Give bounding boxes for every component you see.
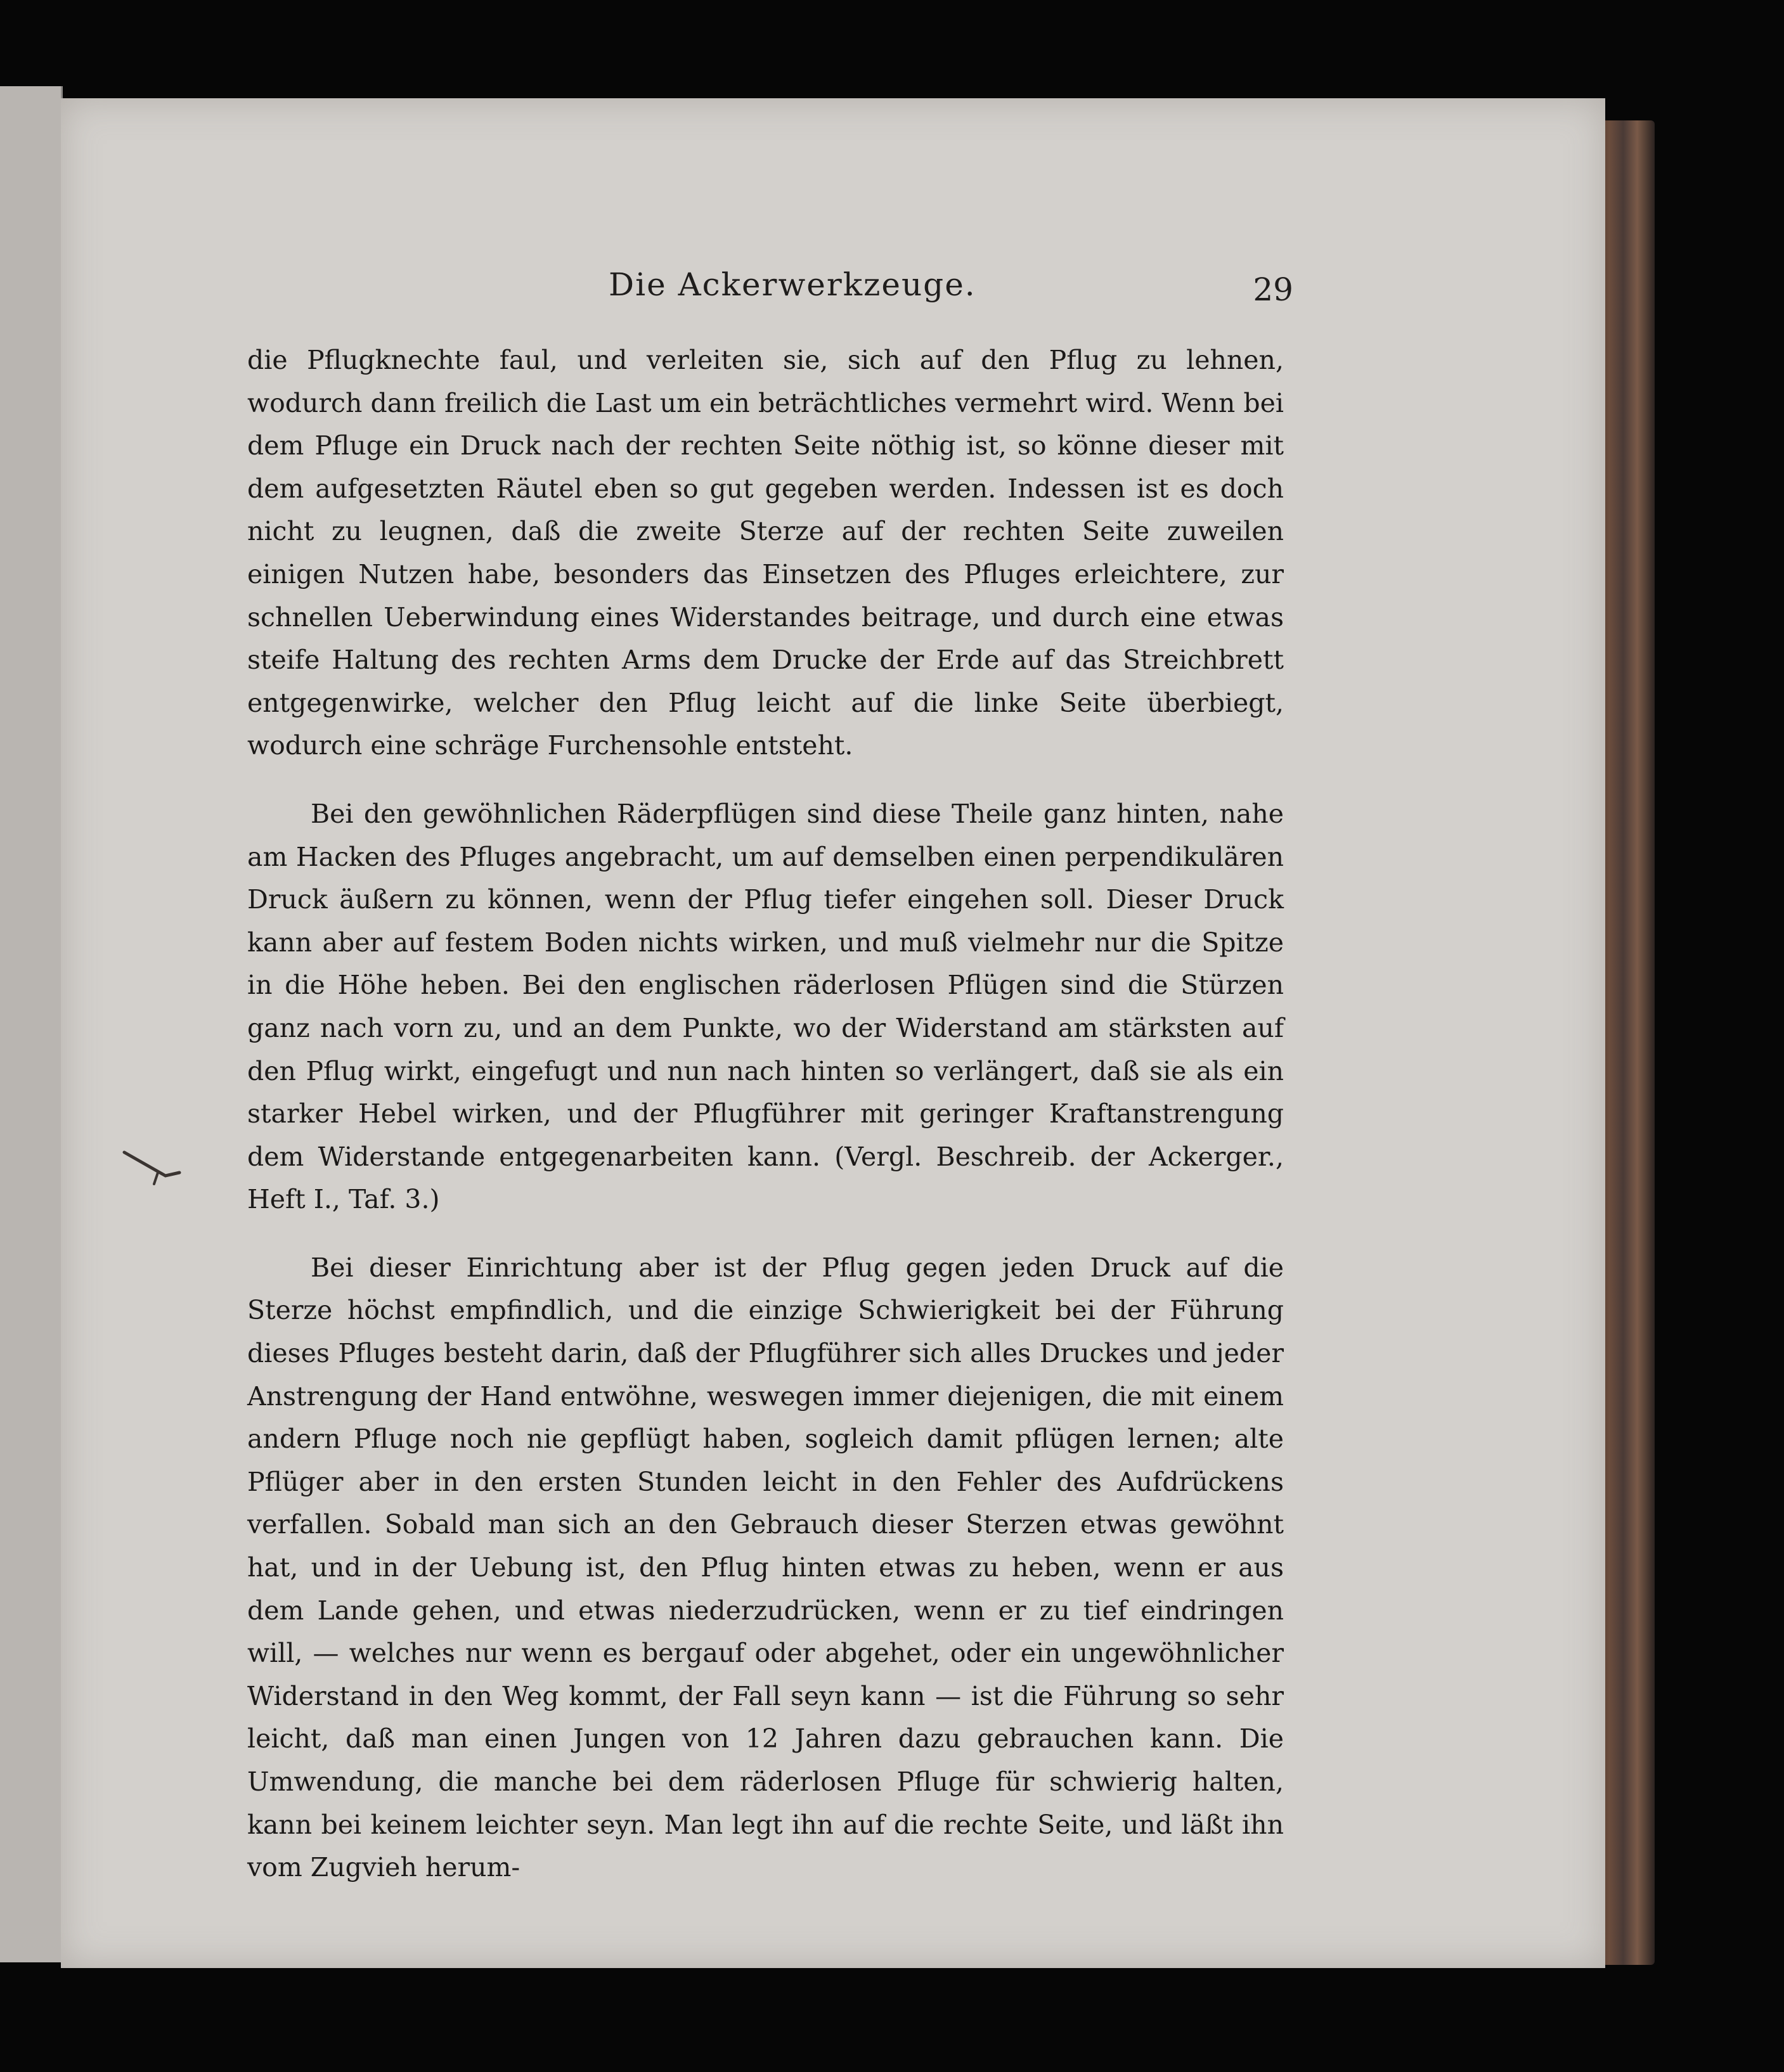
paragraph-1: die Pflugknechte faul, und verleiten sie, sich auf den Pflug zu lehnen, wodurch dann freilich die Last um ein beträchtliches vermehrt wird. Wenn bei dem Pfluge ein Druck nach der rechten Seite nöthig ist, so könne dieser mit dem aufgesetzten Räutel eben so gut gegeben werden. Indessen ist es doch nicht zu leugnen, daß die zweite Sterze auf der rechten Seite zuweilen einigen Nutzen habe, besonders das Einsetzen des Pfluges erleichtere, zur schnellen Ueberwindung eines Widerstandes beitrage, und durch eine etwas steife Haltung des rechten Arms dem Drucke der Erde auf das Streichbrett entgegenwirke, welcher den Pflug leicht auf die linke Seite überbiegt, wodurch eine schräge Furchensohle entsteht. [247,345,1284,761]
running-head: Die Ackerwerkzeuge. [609,266,976,303]
page-number: 29 [1253,271,1293,308]
pencil-mark-icon [121,1147,184,1185]
facing-page-edge [0,86,63,1962]
paragraph-2: Bei den gewöhnlichen Räderpflügen sind diese Theile ganz hinten, nahe am Hacken des Pfluges angebracht, um auf demselben einen perpendikulären Druck äußern zu können, wenn der Pflug tiefer eingehen soll. Dieser Druck kann aber auf festem Boden nichts wirken, und muß vielmehr nur die Spitze in die Höhe heben. Bei den englischen räderlosen Pflügen sind die Stürzen ganz nach vorn zu, und an dem Punkte, wo der Widerstand am stärksten auf den Pflug wirkt, eingefugt und nun nach hinten so verlängert, daß sie als ein starker Hebel wirken, und der Pflugführer mit geringer Kraftanstrengung dem Widerstande entgegenarbeiten kann. (Vergl. Beschreib. der Ackerger., Heft I., Taf. 3.) [247,798,1284,1215]
paragraph-3: Bei dieser Einrichtung aber ist der Pflug gegen jeden Druck auf die Sterze höchst empfindlich, und die einzige Schwierigkeit bei der Führung dieses Pfluges besteht darin, daß der Pflugführer sich alles Druckes und jeder Anstrengung der Hand entwöhne, weswegen immer diejenigen, die mit einem andern Pfluge noch nie gepflügt haben, sogleich damit pflügen lernen; alte Pflüger aber in den ersten Stunden leicht in den Fehler des Aufdrückens verfallen. Sobald man sich an den Gebrauch dieser Sterzen etwas gewöhnt hat, und in der Uebung ist, den Pflug hinten etwas zu heben, wenn er aus dem Lande gehen, und etwas niederzudrücken, wenn er zu tief eindringen will, — welches nur wenn es bergauf oder abgehet, oder ein ungewöhnlicher Widerstand in den Weg kommt, der Fall seyn kann — ist die Führung so sehr leicht, daß man einen Jungen von 12 Jahren dazu gebrauchen kann. Die Umwendung, die manche bei dem räderlosen Pfluge für schwierig halten, kann bei keinem leichter seyn. Man legt ihn auf die rechte Seite, und läßt ihn vom Zugvieh herum- [247,1252,1284,1883]
body-text [247,339,1284,1889]
